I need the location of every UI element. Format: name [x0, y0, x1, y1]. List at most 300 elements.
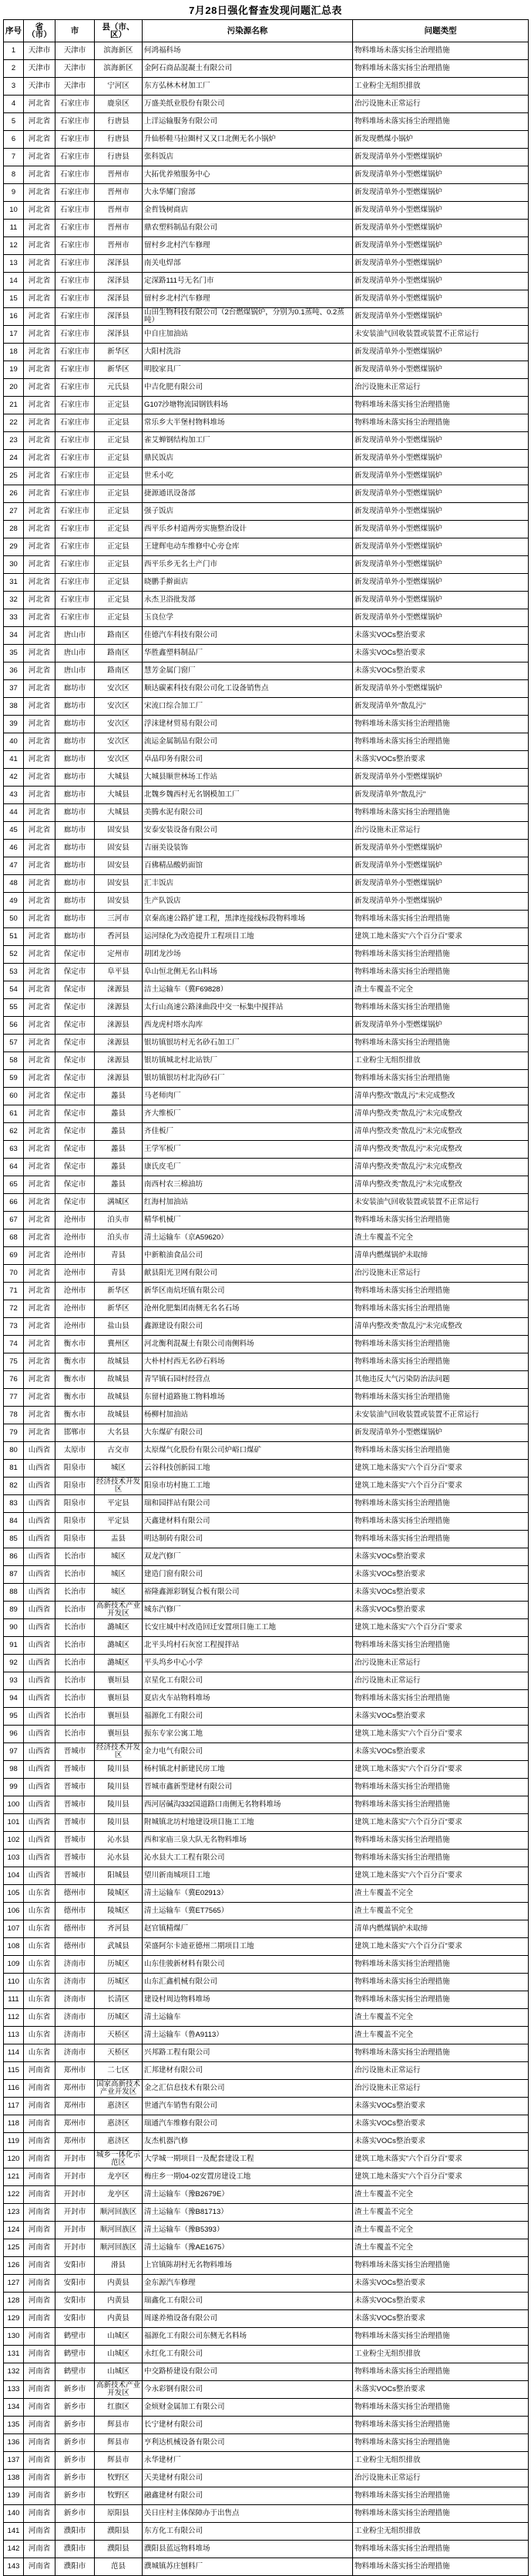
- cell-province: 河北省: [24, 149, 55, 166]
- cell-issue-type: 物料堆场未落实扬尘治理措施: [353, 2505, 529, 2523]
- cell-city: 石家庄市: [55, 538, 95, 556]
- cell-source-name: 金力电气有限公司: [143, 1743, 353, 1761]
- cell-issue-type: 物料堆场未落实扬尘治理措施: [353, 2328, 529, 2346]
- cell-source-name: 安泰安装设备有限公司: [143, 822, 353, 840]
- cell-county: 牧野区: [95, 2487, 143, 2505]
- cell-index: 108: [4, 1938, 24, 1956]
- cell-city: 濮阳市: [55, 2523, 95, 2541]
- cell-county: 濮阳县: [95, 2523, 143, 2541]
- table-row: [4, 1212, 529, 1229]
- cell-province: 山东省: [24, 1903, 55, 1920]
- cell-city: 新乡市: [55, 2452, 95, 2470]
- cell-province: 河北省: [24, 432, 55, 450]
- table-row: [4, 1513, 529, 1531]
- table-row: [4, 485, 529, 503]
- cell-county: 新华区: [95, 1300, 143, 1318]
- cell-county: 滑县: [95, 2257, 143, 2275]
- cell-city: 衡水市: [55, 1371, 95, 1389]
- cell-province: 山西省: [24, 1761, 55, 1779]
- cell-county: 行唐县: [95, 131, 143, 149]
- cell-county: 故城县: [95, 1407, 143, 1424]
- cell-issue-type: 新发现清单外"散乱污": [353, 787, 529, 804]
- cell-city: 保定市: [55, 1141, 95, 1159]
- cell-county: 行唐县: [95, 149, 143, 166]
- cell-issue-type: 物料堆场未落实扬尘治理措施: [353, 2541, 529, 2558]
- cell-index: 101: [4, 1814, 24, 1832]
- cell-city: 沧州市: [55, 1265, 95, 1283]
- cell-source-name: 华胜鑫塑料制品厂: [143, 645, 353, 662]
- cell-province: 山西省: [24, 1460, 55, 1478]
- cell-issue-type: 未安装油气回收装置或装置不正常运行: [353, 326, 529, 344]
- cell-index: 11: [4, 220, 24, 237]
- cell-city: 石家庄市: [55, 592, 95, 609]
- cell-index: 39: [4, 716, 24, 733]
- cell-issue-type: 清单内整改类"散乱污"未完成整改: [353, 1176, 529, 1194]
- cell-province: 河北省: [24, 946, 55, 964]
- cell-issue-type: 新发现清单外小型燃煤锅炉: [353, 184, 529, 202]
- cell-source-name: 京星化工有限公司: [143, 1672, 353, 1690]
- cell-index: 49: [4, 893, 24, 911]
- table-row: [4, 2346, 529, 2363]
- header-county: 县（市、区）: [95, 20, 143, 42]
- cell-index: 104: [4, 1867, 24, 1885]
- cell-city: 保定市: [55, 1017, 95, 1035]
- table-row: [4, 1637, 529, 1655]
- cell-issue-type: 未安装油气回收装置或装置不正常运行: [353, 1194, 529, 1212]
- cell-province: 河南省: [24, 2204, 55, 2222]
- cell-city: 保定市: [55, 999, 95, 1017]
- cell-issue-type: 治污设施未正常运行: [353, 1672, 529, 1690]
- cell-source-name: 瑞鑫化工有限公司: [143, 2293, 353, 2310]
- cell-source-name: 山田生物科技有限公司（2台燃煤锅炉，分别为0.1蒸吨、0.2蒸吨）: [143, 308, 353, 326]
- cell-source-name: 大朴村村西无名砂石料场: [143, 1353, 353, 1371]
- cell-issue-type: 物料堆场未落实扬尘治理措施: [353, 1070, 529, 1088]
- cell-city: 晋城市: [55, 1832, 95, 1850]
- table-row: [4, 2399, 529, 2417]
- cell-county: 盐山县: [95, 1318, 143, 1336]
- cell-city: 沧州市: [55, 1318, 95, 1336]
- cell-province: 山西省: [24, 1619, 55, 1637]
- cell-city: 廊坊市: [55, 928, 95, 946]
- cell-index: 89: [4, 1602, 24, 1619]
- cell-county: 盂县: [95, 1531, 143, 1548]
- cell-province: 河北省: [24, 308, 55, 326]
- cell-city: 鹤壁市: [55, 2328, 95, 2346]
- cell-source-name: 振东专家公寓工地: [143, 1726, 353, 1743]
- cell-index: 138: [4, 2470, 24, 2487]
- table-row: [4, 1708, 529, 1726]
- cell-source-name: 沁水县大工工程有限公司: [143, 1850, 353, 1867]
- cell-issue-type: 工业粉尘无组织排放: [353, 1052, 529, 1070]
- cell-source-name: 清土运输车: [143, 2009, 353, 2027]
- cell-province: 河北省: [24, 1052, 55, 1070]
- cell-county: 正定县: [95, 556, 143, 574]
- cell-source-name: 金阿石商品混凝土有限公司: [143, 60, 353, 78]
- cell-county: 正定县: [95, 538, 143, 556]
- cell-issue-type: 渣土车覆盖不完全: [353, 1903, 529, 1920]
- cell-province: 河北省: [24, 822, 55, 840]
- cell-province: 河北省: [24, 397, 55, 414]
- cell-issue-type: 建筑工地未落实"六个百分百"要求: [353, 1619, 529, 1637]
- cell-issue-type: 渣土车覆盖不完全: [353, 1885, 529, 1903]
- cell-county: 路南区: [95, 645, 143, 662]
- cell-county: 正定县: [95, 450, 143, 468]
- cell-issue-type: 物料堆场未落实扬尘治理措施: [353, 1832, 529, 1850]
- cell-province: 河北省: [24, 1389, 55, 1407]
- cell-index: 12: [4, 237, 24, 255]
- cell-county: 涞源县: [95, 981, 143, 999]
- table-row: [4, 450, 529, 468]
- cell-issue-type: 新发现清单外小型燃煤锅炉: [353, 273, 529, 290]
- cell-source-name: 中交路桥建设有限公司: [143, 2363, 353, 2381]
- cell-province: 河北省: [24, 981, 55, 999]
- cell-province: 河南省: [24, 2381, 55, 2399]
- cell-county: 惠济区: [95, 2115, 143, 2133]
- cell-index: 99: [4, 1779, 24, 1796]
- cell-province: 河北省: [24, 733, 55, 751]
- cell-source-name: 齐大维板厂: [143, 1105, 353, 1123]
- cell-source-name: 汇邦建材有限公司: [143, 2062, 353, 2080]
- table-row: [4, 220, 529, 237]
- cell-city: 德州市: [55, 1903, 95, 1920]
- cell-source-name: 长安庄城中村改造回迁安置项目施工工地: [143, 1619, 353, 1637]
- cell-index: 119: [4, 2133, 24, 2151]
- cell-county: 蠡县: [95, 1159, 143, 1176]
- cell-province: 河北省: [24, 911, 55, 928]
- cell-source-name: 流运金属制品有限公司: [143, 733, 353, 751]
- cell-city: 石家庄市: [55, 432, 95, 450]
- cell-city: 濮阳市: [55, 2541, 95, 2558]
- cell-source-name: 东方化工有限公司: [143, 2523, 353, 2541]
- cell-source-name: 太原煤气化股份有限公司炉峪口煤矿: [143, 1442, 353, 1460]
- cell-issue-type: 工业粉尘无组织排放: [353, 2346, 529, 2363]
- cell-county: 阜平县: [95, 964, 143, 981]
- cell-province: 河北省: [24, 273, 55, 290]
- cell-county: 鹿泉区: [95, 96, 143, 113]
- cell-province: 河北省: [24, 875, 55, 893]
- cell-province: 山西省: [24, 1478, 55, 1495]
- cell-issue-type: 物料堆场未落实扬尘治理措施: [353, 1212, 529, 1229]
- cell-issue-type: 物料堆场未落实扬尘治理措施: [353, 1796, 529, 1814]
- table-row: [4, 2523, 529, 2541]
- cell-county: 固安县: [95, 893, 143, 911]
- cell-city: 阳泉市: [55, 1513, 95, 1531]
- cell-index: 22: [4, 414, 24, 432]
- cell-index: 125: [4, 2239, 24, 2257]
- cell-county: 故城县: [95, 1371, 143, 1389]
- cell-source-name: 山东佳骏新材料有限公司: [143, 1956, 353, 1974]
- cell-province: 河北省: [24, 1194, 55, 1212]
- cell-source-name: 清土运输车（京A59620）: [143, 1229, 353, 1247]
- cell-issue-type: 物料堆场未落实扬尘治理措施: [353, 1531, 529, 1548]
- table-row: [4, 1283, 529, 1300]
- cell-index: 113: [4, 2027, 24, 2044]
- cell-issue-type: 未落实VOCs整治要求: [353, 2381, 529, 2399]
- cell-county: 正定县: [95, 592, 143, 609]
- cell-index: 111: [4, 1991, 24, 2009]
- cell-source-name: 东留村道路施工物料堆场: [143, 1389, 353, 1407]
- table-row: [4, 1247, 529, 1265]
- cell-province: 山西省: [24, 1672, 55, 1690]
- cell-issue-type: 新发现清单外小型燃煤锅炉: [353, 450, 529, 468]
- cell-issue-type: 未落实VOCs整治要求: [353, 2098, 529, 2115]
- table-row: [4, 1548, 529, 1566]
- cell-index: 124: [4, 2222, 24, 2239]
- cell-city: 长治市: [55, 1584, 95, 1602]
- cell-province: 河南省: [24, 2399, 55, 2417]
- cell-index: 100: [4, 1796, 24, 1814]
- cell-source-name: 鼎农塑料制品有限公司: [143, 220, 353, 237]
- table-row: [4, 1407, 529, 1424]
- cell-province: 河南省: [24, 2168, 55, 2186]
- cell-county: 平定县: [95, 1513, 143, 1531]
- cell-source-name: 百佛精品酸奶面馆: [143, 857, 353, 875]
- cell-issue-type: 新发现清单外小型燃煤锅炉: [353, 432, 529, 450]
- cell-issue-type: 新发现清单外小型燃煤锅炉: [353, 521, 529, 538]
- cell-source-name: 美腾水泥有限公司: [143, 804, 353, 822]
- cell-issue-type: 渣土车覆盖不完全: [353, 2204, 529, 2222]
- cell-county: 辉县市: [95, 2434, 143, 2452]
- cell-source-name: 裕隆鑫源彩钢复合板有限公司: [143, 1584, 353, 1602]
- table-row: [4, 113, 529, 131]
- cell-index: 63: [4, 1141, 24, 1159]
- cell-city: 濮阳市: [55, 2558, 95, 2576]
- cell-source-name: 永杰卫浴批发部: [143, 592, 353, 609]
- table-row: [4, 1229, 529, 1247]
- cell-source-name: 捷源通讯设备部: [143, 485, 353, 503]
- cell-source-name: 山东汇鑫机械有限公司: [143, 1974, 353, 1991]
- cell-issue-type: 新发现清单外小型燃煤锅炉: [353, 308, 529, 326]
- cell-issue-type: 其他违反大气污染防治法问题: [353, 1371, 529, 1389]
- cell-index: 82: [4, 1478, 24, 1495]
- cell-city: 保定市: [55, 964, 95, 981]
- cell-county: 顺河回族区: [95, 2204, 143, 2222]
- cell-city: 长治市: [55, 1708, 95, 1726]
- cell-province: 河南省: [24, 2062, 55, 2080]
- table-row: [4, 2115, 529, 2133]
- table-row: [4, 733, 529, 751]
- cell-county: 涞源县: [95, 1035, 143, 1052]
- table-row: [4, 2062, 529, 2080]
- cell-issue-type: 清单内整改类"散乱污"未完成整改: [353, 1159, 529, 1176]
- table-row: [4, 857, 529, 875]
- cell-index: 13: [4, 255, 24, 273]
- cell-county: 高新技术产业开发区: [95, 2381, 143, 2399]
- table-row: [4, 1478, 529, 1495]
- cell-city: 长治市: [55, 1690, 95, 1708]
- cell-city: 鹤壁市: [55, 2346, 95, 2363]
- cell-source-name: 红海村加油站: [143, 1194, 353, 1212]
- cell-city: 廊坊市: [55, 857, 95, 875]
- cell-city: 石家庄市: [55, 361, 95, 379]
- cell-source-name: 中吉化肥有限公司: [143, 379, 353, 397]
- cell-source-name: 大永华耀门窗部: [143, 184, 353, 202]
- cell-index: 77: [4, 1389, 24, 1407]
- cell-city: 保定市: [55, 1159, 95, 1176]
- table-row: [4, 2328, 529, 2346]
- table-row: [4, 556, 529, 574]
- cell-source-name: 银坊镇银坊村无名砂石加工厂: [143, 1035, 353, 1052]
- cell-index: 69: [4, 1247, 24, 1265]
- cell-city: 天津市: [55, 60, 95, 78]
- cell-province: 河南省: [24, 2470, 55, 2487]
- table-row: [4, 468, 529, 485]
- table-row: [4, 1442, 529, 1460]
- cell-city: 石家庄市: [55, 237, 95, 255]
- cell-province: 河南省: [24, 2558, 55, 2576]
- cell-city: 衡水市: [55, 1353, 95, 1371]
- cell-city: 开封市: [55, 2168, 95, 2186]
- cell-issue-type: 治污设施未正常运行: [353, 379, 529, 397]
- cell-city: 晋城市: [55, 1867, 95, 1885]
- cell-source-name: 马老师肉厂: [143, 1088, 353, 1105]
- cell-index: 86: [4, 1548, 24, 1566]
- cell-county: 齐河县: [95, 1920, 143, 1938]
- cell-city: 廊坊市: [55, 911, 95, 928]
- cell-issue-type: 新发现清单外小型燃煤锅炉: [353, 893, 529, 911]
- cell-county: 宁河区: [95, 78, 143, 96]
- cell-city: 廊坊市: [55, 716, 95, 733]
- cell-province: 河北省: [24, 113, 55, 131]
- cell-issue-type: 物料堆场未落实扬尘治理措施: [353, 397, 529, 414]
- cell-issue-type: 物料堆场未落实扬尘治理措施: [353, 1389, 529, 1407]
- cell-county: 大城县: [95, 804, 143, 822]
- cell-source-name: 卓品印务有限公司: [143, 751, 353, 769]
- cell-province: 河北省: [24, 1035, 55, 1052]
- table-row: [4, 751, 529, 769]
- cell-city: 衡水市: [55, 1389, 95, 1407]
- table-row: [4, 96, 529, 113]
- table-row: [4, 344, 529, 361]
- cell-issue-type: 新发现清单外小型燃煤锅炉: [353, 361, 529, 379]
- cell-province: 河北省: [24, 574, 55, 592]
- table-row: [4, 1814, 529, 1832]
- cell-source-name: 清土运输车（豫B5393）: [143, 2222, 353, 2239]
- cell-issue-type: 建筑工地未落实"六个百分百"要求: [353, 1460, 529, 1478]
- cell-province: 河北省: [24, 751, 55, 769]
- cell-index: 4: [4, 96, 24, 113]
- cell-issue-type: 新发现清单外小型燃煤锅炉: [353, 485, 529, 503]
- table-row: [4, 1159, 529, 1176]
- cell-city: 郑州市: [55, 2080, 95, 2098]
- cell-county: 历城区: [95, 1974, 143, 1991]
- cell-issue-type: 新发现清单外小型燃煤锅炉: [353, 202, 529, 220]
- cell-county: 安次区: [95, 698, 143, 716]
- cell-index: 134: [4, 2399, 24, 2417]
- cell-province: 山西省: [24, 1602, 55, 1619]
- cell-county: 固安县: [95, 822, 143, 840]
- table-row: [4, 1566, 529, 1584]
- cell-source-name: 晓鹏手擀面店: [143, 574, 353, 592]
- cell-county: 故城县: [95, 1353, 143, 1371]
- table-row: [4, 840, 529, 857]
- cell-county: 固安县: [95, 875, 143, 893]
- cell-index: 75: [4, 1353, 24, 1371]
- cell-index: 79: [4, 1424, 24, 1442]
- cell-county: 正定县: [95, 414, 143, 432]
- table-row: [4, 538, 529, 556]
- cell-issue-type: 物料堆场未落实扬尘治理措施: [353, 2363, 529, 2381]
- table-row: [4, 2487, 529, 2505]
- table-row: [4, 1495, 529, 1513]
- table-row: [4, 1761, 529, 1779]
- cell-city: 济南市: [55, 2027, 95, 2044]
- cell-index: 70: [4, 1265, 24, 1283]
- cell-city: 长治市: [55, 1726, 95, 1743]
- cell-county: 深泽县: [95, 255, 143, 273]
- cell-source-name: 金东源汽车修理: [143, 2275, 353, 2293]
- cell-city: 石家庄市: [55, 344, 95, 361]
- cell-source-name: 青罕镇石园村经营点: [143, 1371, 353, 1389]
- cell-source-name: 雀艾蝉钢结构加工厂: [143, 432, 353, 450]
- cell-issue-type: 物料堆场未落实扬尘治理措施: [353, 1974, 529, 1991]
- cell-index: 45: [4, 822, 24, 840]
- cell-city: 廊坊市: [55, 875, 95, 893]
- cell-index: 129: [4, 2310, 24, 2328]
- summary-table: [3, 19, 529, 2576]
- cell-index: 51: [4, 928, 24, 946]
- cell-province: 山西省: [24, 1584, 55, 1602]
- cell-issue-type: 物料堆场未落实扬尘治理措施: [353, 964, 529, 981]
- cell-province: 山西省: [24, 1814, 55, 1832]
- cell-county: 顺河回族区: [95, 2222, 143, 2239]
- cell-index: 74: [4, 1336, 24, 1353]
- table-row: [4, 1850, 529, 1867]
- table-row: [4, 2363, 529, 2381]
- cell-province: 山西省: [24, 1513, 55, 1531]
- cell-province: 河北省: [24, 804, 55, 822]
- cell-county: 陵川县: [95, 1814, 143, 1832]
- cell-province: 河南省: [24, 2275, 55, 2293]
- cell-city: 晋城市: [55, 1779, 95, 1796]
- table-row: [4, 2293, 529, 2310]
- cell-issue-type: 新发现清单外小型燃煤锅炉: [353, 556, 529, 574]
- header-index: 序号: [4, 20, 24, 42]
- cell-county: 城区: [95, 1566, 143, 1584]
- cell-province: 山东省: [24, 1956, 55, 1974]
- cell-county: 经济技术开发区: [95, 1478, 143, 1495]
- cell-county: 潞城区: [95, 1619, 143, 1637]
- cell-issue-type: 物料堆场未落实扬尘治理措施: [353, 1850, 529, 1867]
- table-row: [4, 2505, 529, 2523]
- cell-issue-type: 渣土车覆盖不完全: [353, 2009, 529, 2027]
- table-row: [4, 1743, 529, 1761]
- cell-city: 石家庄市: [55, 574, 95, 592]
- cell-city: 廊坊市: [55, 733, 95, 751]
- cell-source-name: 西龙虎村塔水沟库: [143, 1017, 353, 1035]
- cell-city: 石家庄市: [55, 202, 95, 220]
- cell-county: 潞城区: [95, 1637, 143, 1655]
- cell-province: 山西省: [24, 1655, 55, 1672]
- cell-index: 143: [4, 2558, 24, 2576]
- cell-source-name: 双龙汽修厂: [143, 1548, 353, 1566]
- cell-source-name: 洁土运输车（冀F69828）: [143, 981, 353, 999]
- cell-county: 大名县: [95, 1424, 143, 1442]
- cell-county: 沁水县: [95, 1850, 143, 1867]
- cell-source-name: 银坊镇银坊村北沟砂石厂: [143, 1070, 353, 1088]
- cell-county: 高新技术产业开发区: [95, 1602, 143, 1619]
- cell-county: 三河市: [95, 911, 143, 928]
- table-row: [4, 2168, 529, 2186]
- table-row: [4, 1531, 529, 1548]
- cell-province: 河北省: [24, 166, 55, 184]
- cell-index: 62: [4, 1123, 24, 1141]
- cell-city: 石家庄市: [55, 379, 95, 397]
- cell-issue-type: 未落实VOCs整治要求: [353, 2293, 529, 2310]
- cell-province: 河北省: [24, 716, 55, 733]
- cell-province: 山东省: [24, 1974, 55, 1991]
- cell-source-name: 杨柳村加油站: [143, 1407, 353, 1424]
